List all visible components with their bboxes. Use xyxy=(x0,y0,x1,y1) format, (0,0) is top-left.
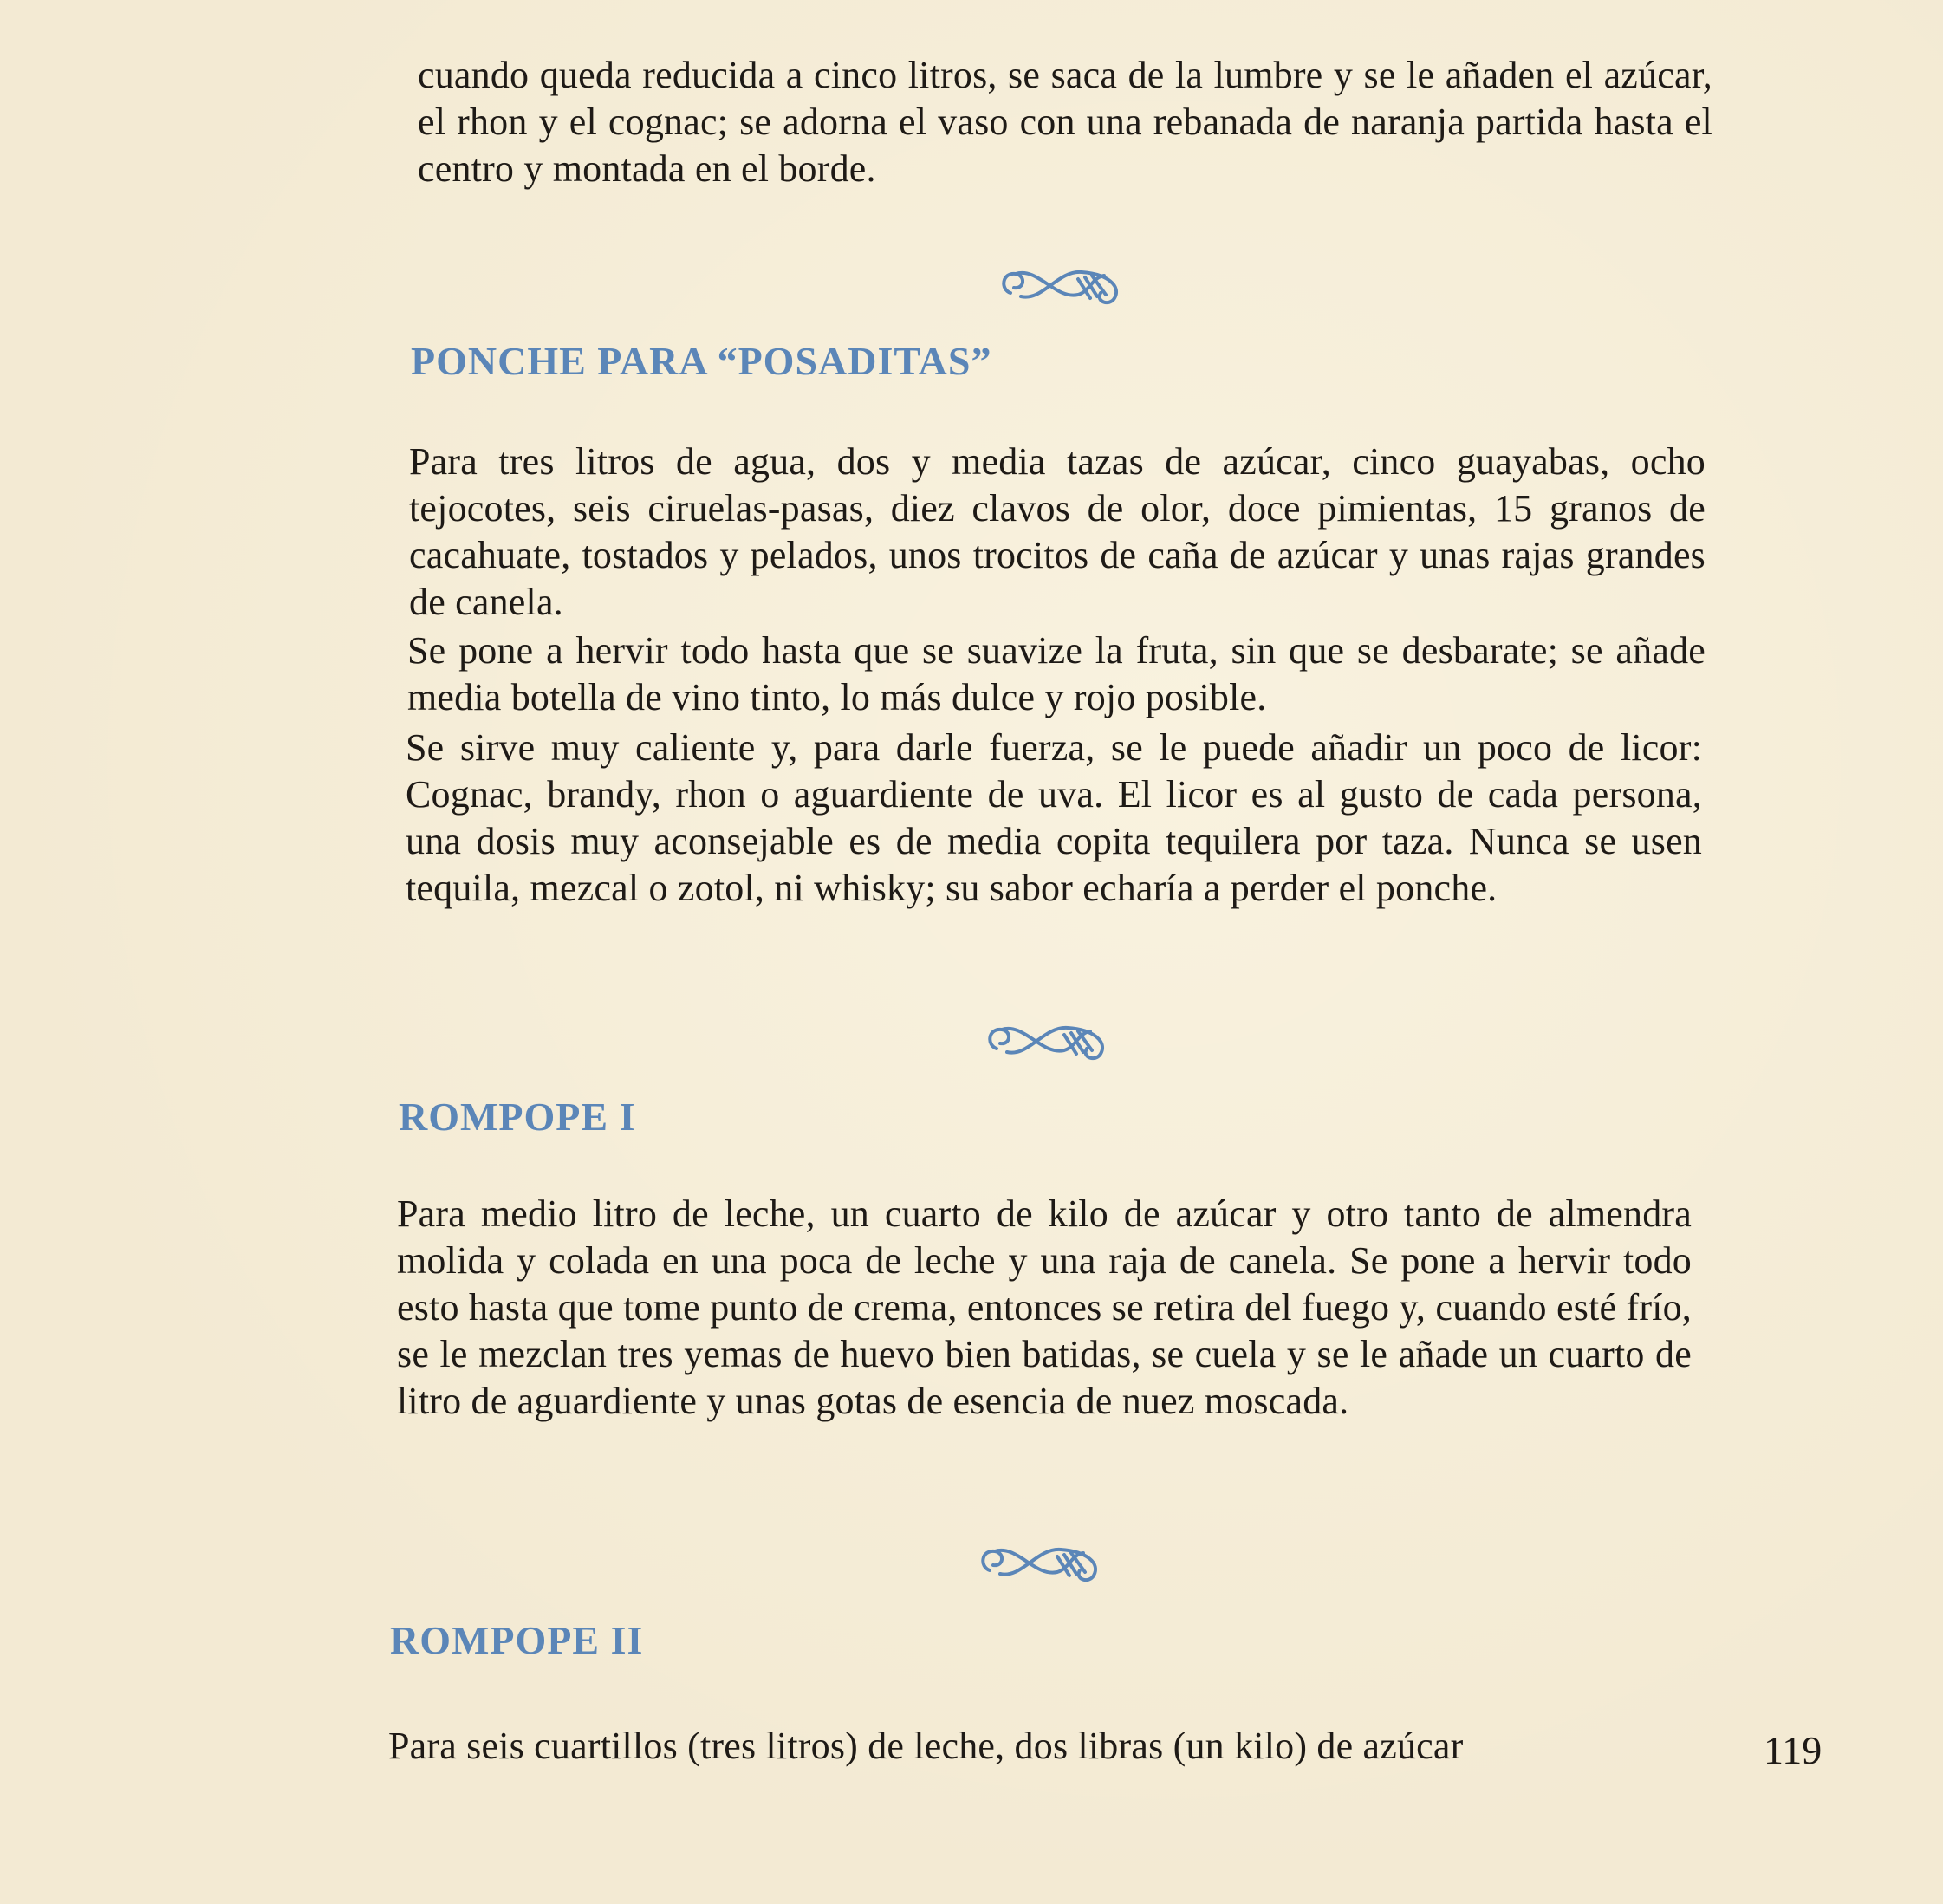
recipe-rompope-1-paragraph: Para medio litro de leche, un cuarto de kilo de azúcar y otro tanto de almendra molida y colada en una poca de leche y una raja de canela. Se pone a hervir todo esto hasta que tome punto de crema, entonces se retira del fuego y, cuando esté frío, se le mezclan tres yemas de huevo bien batidas, se cuela y se le añade un cuarto de litro de aguardiente y unas gotas de esencia de nuez moscada. xyxy=(397,1192,1692,1422)
intro-paragraph: cuando queda reducida a cinco litros, se saca de la lumbre y se le añaden el azúcar, el rhon y el cognac; se adorna el vaso con una rebanada de naranja partida hasta el centro y montada en el borde. xyxy=(418,54,1712,190)
recipe-ponche-paragraph: Se sirve muy caliente y, para darle fuerza, se le puede añadir un poco de licor: Cognac, brandy, rhon o aguardiente de uva. El licor es al gusto de cada persona, una dosis muy aconsejable es de media copita tequilera por taza. Nunca se usen tequila, mezcal o zotol, ni whisky; su sabor echaría a perder el ponche. xyxy=(406,726,1702,909)
recipe-ponche-paragraph: Para tres litros de agua, dos y media tazas de azúcar, cinco guayabas, ocho tejocotes, seis ciruelas-pasas, diez clavos de olor, doce pimientas, 15 granos de cacahuate, tostados y pelados, unos trocitos de caña de azúcar y unas rajas grandes de canela. xyxy=(409,440,1706,623)
recipe-title-rompope-2: ROMPOPE II xyxy=(390,1618,644,1662)
recipe-ponche-paragraph: Se pone a hervir todo hasta que se suavize la fruta, sin que se desbarate; se añade media botella de vino tinto, lo más dulce y rojo posible. xyxy=(407,629,1706,718)
ornament-scroll-icon xyxy=(995,260,1125,309)
ornament-scroll-icon xyxy=(974,1537,1104,1586)
recipe-title-rompope-1: ROMPOPE I xyxy=(399,1095,636,1139)
recipe-title-ponche: PONCHE PARA “POSADITAS” xyxy=(411,339,992,383)
page-number: 119 xyxy=(1764,1728,1823,1772)
recipe-rompope-2-paragraph: Para seis cuartillos (tres litros) de leche, dos libras (un kilo) de azúcar xyxy=(388,1725,1464,1767)
ornament-scroll-icon xyxy=(981,1016,1111,1064)
